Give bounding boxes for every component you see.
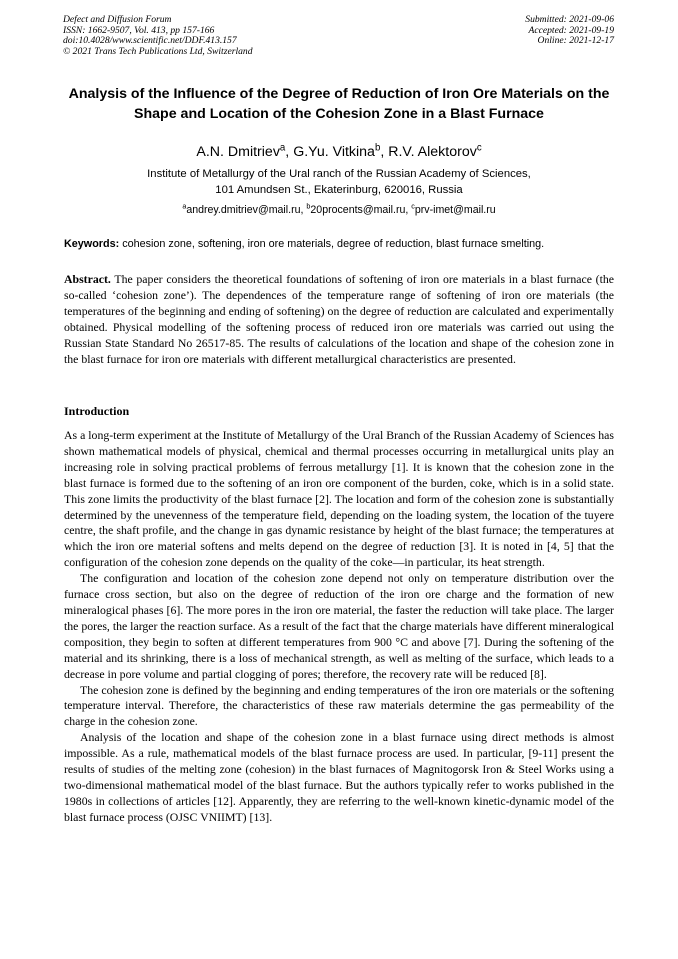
email-address: andrey.dmitriev@mail.ru <box>186 204 301 216</box>
submission-dates <box>525 15 614 47</box>
submitted-date: Submitted: 2021-09-06 <box>525 14 614 25</box>
keywords-text: cohesion zone, softening, iron ore materials, degree of reduction, blast furnace smelting. <box>119 238 545 250</box>
author-name: A.N. Dmitriev <box>196 144 280 160</box>
journal-name: Defect and Diffusion Forum <box>63 14 172 25</box>
abstract <box>64 272 614 367</box>
email-mark: a <box>182 201 187 211</box>
email-list <box>64 203 614 217</box>
journal-issn: ISSN: 1662-9507, Vol. 413, pp 157-166 <box>63 24 215 36</box>
journal-info <box>63 15 253 57</box>
author-mark: b <box>374 142 381 154</box>
introduction-body <box>64 428 614 826</box>
abstract-label: Abstract. <box>64 272 111 286</box>
author-mark: a <box>279 142 286 154</box>
keywords-label: Keywords: <box>64 238 120 250</box>
keywords <box>64 237 616 251</box>
paper-title: Analysis of the Influence of the Degree of Reduction of Iron Ore Materials on the Shape and Location of the Cohesion Zone in a Blast Furnace <box>68 86 610 123</box>
author-list <box>64 143 614 161</box>
email-separator: , <box>300 204 307 216</box>
email-address: 20procents@mail.ru <box>310 204 406 216</box>
author-mark: c <box>476 142 482 154</box>
email-address: prv-imet@mail.ru <box>414 204 496 216</box>
author-separator: , <box>285 144 294 160</box>
abstract-text: The paper considers the theoretical foundations of softening of iron ore materials in a blast furnace (the so-called ‘cohesion zone’). The dependences of the temperature range of softening of iron ore materials (the temperatures of the beginning and ending of softening) on the degree of reduction are calculated and experimentally obtained. Physical modelling of the softening process of reduced iron ore materials was carried out using the Russian State Standard No 26517-85. The results of calculations of the location and shape of the cohesion zone in the blast furnace for iron ore materials with different metallurgical characteristics are presented. <box>64 272 614 366</box>
email-mark: b <box>306 201 311 211</box>
affiliation-address: 101 Amundsen St., Ekaterinburg, 620016, Russia <box>215 184 463 197</box>
paragraph: As a long-term experiment at the Institute of Metallurgy of the Ural Branch of the Russian Academy of Sciences has shown mathematical models of physical, chemical and thermal processes occurring in metallurgical units play an increasing role in solving practical problems of ferrous metallurgy [1]. It is known that the cohesion zone in the blast furnace is formed due to the softening of an iron ore component of the burden, coke, which is in a solid state. This zone limits the productivity of the blast furnace [2]. The location and form of the cohesion zone is substantially determined by the unevenness of the temperature field, depending on the loading system, the location of the tuyere centre, the shaft profile, and the change in gas dynamic resistance by height of the blast furnace; the temperatures at which the iron ore material softens and melts depend on the degree of reduction [3]. It is noted in [4, 5] that the configuration of the cohesion zone depends on the quality of the coke—in particular, its heat strength. <box>64 428 614 570</box>
email-mark: c <box>411 201 415 211</box>
email-separator: , <box>405 204 412 216</box>
paragraph: The configuration and location of the cohesion zone depend not only on temperature distribution over the furnace cross section, but also on the degree of reduction of the iron ore charge and the formation of new mineralogical phases [6]. The more pores in the iron ore material, the faster the reduction will take place. The larger the pores, the larger the reaction surface. As a result of the fact that the charge materials have different mineralogical composition, they begin to soften at different temperatures from 900 °C and above [7]. During the softening of the material and its shrinking, there is a loss of mechanical strength, as well as melting of the surface, which leads to a decrease in pore volume and partial clogging of pores; therefore, the recovery rate will be reduced [8]. <box>64 571 614 681</box>
affiliation <box>64 166 614 199</box>
affiliation-line: Institute of Metallurgy of the Ural ranch of the Russian Academy of Sciences, <box>147 168 531 180</box>
online-date: Online: 2021-12-17 <box>537 35 614 47</box>
accepted-date: Accepted: 2021-09-19 <box>528 24 614 36</box>
section-heading-introduction: Introduction <box>64 404 130 418</box>
author-separator: , <box>380 144 389 160</box>
author-name: G.Yu. Vitkina <box>293 144 375 160</box>
paragraph: Analysis of the location and shape of the cohesion zone in a blast furnace using direct methods is almost impossible. As a rule, mathematical models of the blast furnace process are used. In particular, [9-11] present the results of studies of the melting zone (cohesion) in the blast furnaces of Magnitogorsk Iron & Steel Works using a two-dimensional mathematical model of the blast furnace. But the authors typically refer to works published in the 1980s in collections of articles [12]. Apparently, they are referring to the well-known kinetic-dynamic model of the blast furnace process (OJSC VNIIMT) [13]. <box>64 730 614 824</box>
journal-copyright: © 2021 Trans Tech Publications Ltd, Switzerland <box>63 45 253 57</box>
paragraph: The cohesion zone is defined by the beginning and ending temperatures of the iron ore materials or the softening temperature interval. Therefore, the characteristics of these raw materials determine the gas permeability of the charge in the cohesion zone. <box>64 682 614 729</box>
author-name: R.V. Alektorov <box>388 144 477 160</box>
journal-doi: doi:10.4028/www.scientific.net/DDF.413.157 <box>63 35 237 47</box>
